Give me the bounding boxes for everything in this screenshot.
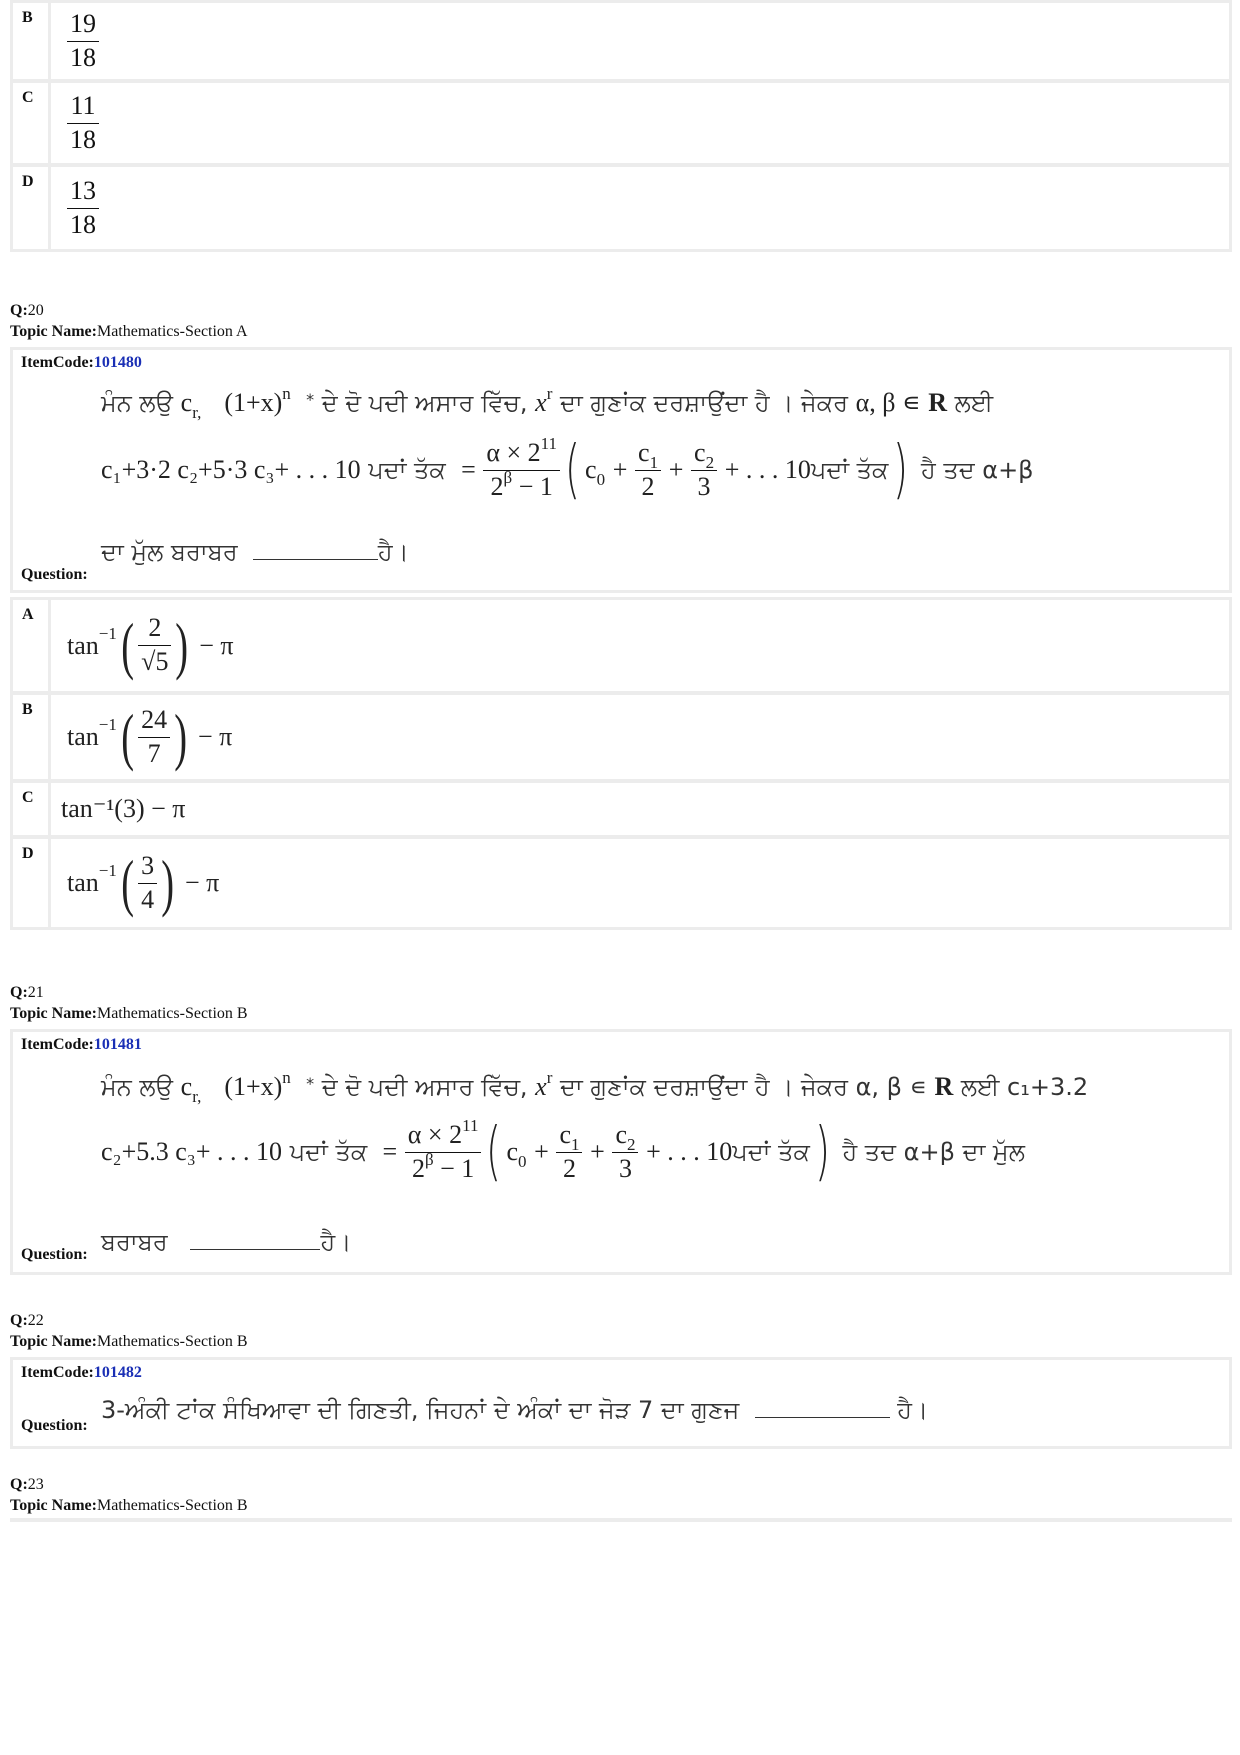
text: +: [590, 1137, 605, 1166]
option-letter: C: [22, 789, 34, 806]
question-label: Question:: [21, 1417, 88, 1434]
text: ਪਦਾਂ ਤੱਕ: [289, 1138, 368, 1166]
topic-name: Mathematics-Section B: [96, 1005, 248, 1022]
option-row[interactable]: [13, 839, 1229, 927]
fraction: [67, 177, 99, 239]
text: 11: [540, 433, 558, 453]
text: β: [424, 1149, 434, 1169]
option-row[interactable]: [13, 783, 1229, 839]
q22-header: [10, 1310, 248, 1352]
text: 2: [626, 1134, 636, 1154]
topic-label: Topic Name:: [10, 1333, 97, 1350]
q21-line2: c₂+5.3 c₃+ . . . 10 ਪਦਾਂ ਤੱਕ = $\frac{\alpha \times 2^{11}}{2^\beta - 1}$ ( $c_0$ + $\frac{c_1}{2}$ + $\frac{c_2}{3}$ + . . . 10 ਪਦਾਂ ਤੱਕ ) ਹੈ ਤਦ α+β ਦਾ ਮੁੱਲ: [101, 1115, 1025, 1189]
text: α, β ∊: [855, 388, 921, 417]
text: − π: [199, 630, 234, 660]
topic-label: Topic Name:: [10, 323, 97, 340]
text: ਹੈ ਤਦ α+β: [921, 456, 1034, 484]
text: c: [615, 1119, 627, 1149]
q19-options: [10, 0, 1232, 252]
text: ਬਰਾਬਰ: [101, 1228, 168, 1256]
text: +: [534, 1137, 549, 1166]
text: ਹੈ।: [897, 1396, 929, 1424]
text: 1: [570, 1134, 580, 1154]
text: 4: [141, 884, 155, 914]
option-row[interactable]: [13, 3, 1229, 83]
text: ਮੰਨ ਲਉ: [101, 389, 173, 417]
question-label: Question:: [21, 566, 88, 583]
numerator: 19: [70, 8, 96, 38]
text: c: [585, 455, 597, 484]
text: 7: [147, 738, 161, 768]
text: x: [535, 388, 547, 417]
text: 0: [596, 470, 606, 489]
text: tan: [67, 722, 99, 751]
itemcode-value: 101482: [93, 1364, 142, 1381]
fraction: [612, 1121, 638, 1183]
text: ਪਦਾਂ ਤੱਕ: [368, 456, 446, 484]
q-label: Q:: [10, 1312, 28, 1329]
fraction: [556, 1121, 582, 1183]
text: 2: [705, 452, 715, 472]
text: ਹੈ ਤਦ α+β ਦਾ ਮੁੱਲ: [842, 1138, 1025, 1166]
text: + . . . 10: [646, 1137, 733, 1166]
text: ਹੈ।: [377, 538, 409, 566]
text: ਦਾ ਮੁੱਲ ਬਰਾਬਰ: [101, 538, 238, 566]
option-row[interactable]: [13, 83, 1229, 167]
fraction: [67, 92, 99, 154]
text: 24: [141, 704, 168, 734]
fraction: [67, 10, 99, 72]
fraction: [405, 1115, 482, 1183]
text: ਮੰਨ ਲਉ: [101, 1073, 173, 1101]
text: c₂+5.3 c₃+ . . . 10: [101, 1137, 283, 1166]
q21-header: [10, 982, 248, 1024]
itemcode-value: 101480: [93, 354, 142, 371]
answer-blank: [755, 1417, 890, 1418]
text: c₁+3·2 c₂+5·3 c₃+ . . . 10: [101, 455, 361, 484]
q-number: 22: [27, 1312, 44, 1329]
q-label: Q:: [10, 984, 28, 1001]
text: 2: [490, 471, 504, 501]
topic-label: Topic Name:: [10, 1005, 97, 1022]
q-label: Q:: [10, 1476, 28, 1493]
text: c: [180, 1072, 193, 1101]
itemcode: ItemCode:101481: [21, 1036, 142, 1053]
text: R: [928, 388, 948, 417]
text: β: [503, 467, 513, 487]
text: r: [546, 384, 553, 403]
question-label: Question:: [21, 1246, 88, 1263]
text: 3-ਅੰਕੀ ਟਾਂਕ ਸੰਖਿਆਵਾ ਦੀ ਗਿਣਤੀ, ਜਿਹਨਾਂ ਦੇ ਅੰਕਾਂ ਦਾ ਜੋੜ 7 ਦਾ ਗੁਣਜ: [101, 1396, 740, 1424]
text: α × 2: [407, 1119, 463, 1149]
text: ਪਦਾਂ ਤੱਕ: [810, 456, 889, 484]
text: 1: [649, 452, 659, 472]
fraction: [138, 614, 171, 676]
q-number: 23: [27, 1476, 44, 1493]
text: + . . . 10: [724, 455, 811, 484]
q22-text: [101, 1396, 928, 1424]
option-row[interactable]: [13, 695, 1229, 783]
text: − π: [184, 868, 220, 897]
text: r,: [192, 403, 202, 422]
text: *: [306, 390, 315, 409]
text: α × 2: [486, 437, 541, 467]
text: − π: [197, 722, 233, 751]
option-letter: B: [22, 701, 33, 718]
text: *: [306, 1074, 315, 1093]
q-label: Q:: [10, 302, 28, 319]
itemcode: ItemCode:101480: [21, 354, 142, 371]
text: tan⁻¹(3) − π: [61, 794, 186, 823]
option-row[interactable]: [13, 167, 1229, 249]
fraction: [138, 852, 157, 914]
text: ਦਾ ਗੁਣਾਂਕ ਦਰਸ਼ਾਉਂਦਾ ਹੈ । ਜੇਕਰ: [560, 389, 848, 417]
option-letter: A: [22, 606, 34, 623]
text: c: [638, 437, 650, 467]
text: 2: [148, 613, 162, 643]
option-letter: B: [22, 9, 33, 26]
text: ਪਦਾਂ ਤੱਕ: [732, 1138, 810, 1166]
text: x: [535, 1072, 547, 1101]
denominator: 18: [70, 42, 96, 72]
text: − 1: [433, 1153, 475, 1183]
option-letter: C: [22, 89, 34, 106]
q20-options: [10, 597, 1232, 930]
text: ਲਈ: [954, 389, 994, 417]
q21-line3: [101, 1228, 351, 1256]
topic-name: Mathematics-Section A: [96, 323, 248, 340]
text: n: [282, 1068, 291, 1087]
text: (1+x): [224, 388, 283, 417]
q20-line1: [101, 384, 994, 422]
text: (1+x): [224, 1072, 283, 1101]
q20-line3: [101, 538, 409, 566]
text: ਹੈ।: [320, 1228, 352, 1256]
text: − 1: [512, 471, 553, 501]
option-body: [48, 3, 1229, 79]
text: 3: [697, 471, 711, 501]
text: R: [934, 1072, 954, 1101]
option-letter: D: [22, 845, 34, 862]
numerator: 11: [70, 90, 96, 120]
text: ਦੇ ਦੋ ਪਦੀ ਅਸਾਰ ਵਿੱਚ,: [321, 1073, 528, 1101]
fraction: [138, 706, 170, 768]
text: n: [282, 384, 291, 403]
text: 11: [462, 1115, 479, 1135]
text: ਦੇ ਦੋ ਪਦੀ ਅਸਾਰ ਵਿੱਚ,: [321, 389, 528, 417]
answer-blank: [190, 1249, 320, 1250]
text: c: [180, 388, 193, 417]
q20-item-box: [10, 347, 1232, 593]
text: c: [559, 1119, 571, 1149]
itemcode-value: 101481: [93, 1036, 142, 1053]
fraction: [691, 439, 717, 501]
text: −1: [98, 623, 117, 643]
q22-item-box: [10, 1357, 1232, 1449]
text: ਲਈ c₁+3.2: [960, 1073, 1089, 1101]
text: tan: [67, 630, 99, 660]
option-body: tan −1 ( $\frac{2}{√5}$ ) − π: [48, 600, 1229, 691]
fraction: [483, 433, 560, 501]
q21-line1: [101, 1068, 1089, 1106]
option-body: tan −1 ( $\frac{3}{4}$ ) − π: [48, 839, 1229, 927]
text: 3: [141, 850, 155, 880]
q20-header: [10, 300, 248, 342]
q-number: 20: [27, 302, 44, 319]
numerator: 13: [70, 175, 96, 205]
text: 2: [641, 471, 655, 501]
itemcode: ItemCode:101482: [21, 1364, 142, 1381]
text: ਦਾ ਗੁਣਾਂਕ ਦਰਸ਼ਾਉਂਦਾ ਹੈ । ਜੇਕਰ α, β ∊: [560, 1073, 927, 1101]
text: c: [506, 1137, 518, 1166]
text: c: [694, 437, 706, 467]
text: +: [612, 455, 628, 484]
denominator: 18: [70, 209, 96, 239]
text: √5: [141, 647, 169, 676]
option-letter: D: [22, 173, 34, 190]
topic-label: Topic Name:: [10, 1497, 97, 1514]
q20-line2: c₁+3·2 c₂+5·3 c₃+ . . . 10 ਪਦਾਂ ਤੱਕ = $\frac{\alpha \times 2^{11}}{2^\beta - 1}$ ( $c_0$ + $\frac{c_1}{2}$ + $\frac{c_2}{3}$ + . . . 10 ਪਦਾਂ ਤੱਕ ) ਹੈ ਤਦ α+β: [101, 433, 1034, 507]
q-number: 21: [27, 984, 44, 1001]
topic-name: Mathematics-Section B: [96, 1333, 248, 1350]
option-body: [48, 83, 1229, 163]
text: r,: [192, 1087, 202, 1106]
text: r: [546, 1068, 553, 1087]
option-body: [48, 783, 1229, 835]
topic-name: Mathematics-Section B: [96, 1497, 248, 1514]
option-row[interactable]: [13, 600, 1229, 695]
option-body: [48, 167, 1229, 249]
text: =: [382, 1137, 398, 1166]
text: 2: [562, 1153, 576, 1183]
divider: [10, 1518, 1232, 1522]
denominator: 18: [70, 124, 96, 154]
fraction: [635, 439, 661, 501]
q21-item-box: [10, 1029, 1232, 1275]
text: −1: [98, 715, 117, 734]
text: 2: [411, 1153, 425, 1183]
text: tan: [67, 868, 99, 897]
text: +: [668, 455, 684, 484]
text: −1: [98, 861, 117, 880]
q23-header: [10, 1474, 248, 1516]
text: 3: [618, 1153, 632, 1183]
option-body: tan −1 ( $\frac{24}{7}$ ) − π: [48, 695, 1229, 779]
answer-blank: [253, 559, 378, 560]
text: 0: [517, 1152, 527, 1171]
text: =: [461, 455, 476, 484]
